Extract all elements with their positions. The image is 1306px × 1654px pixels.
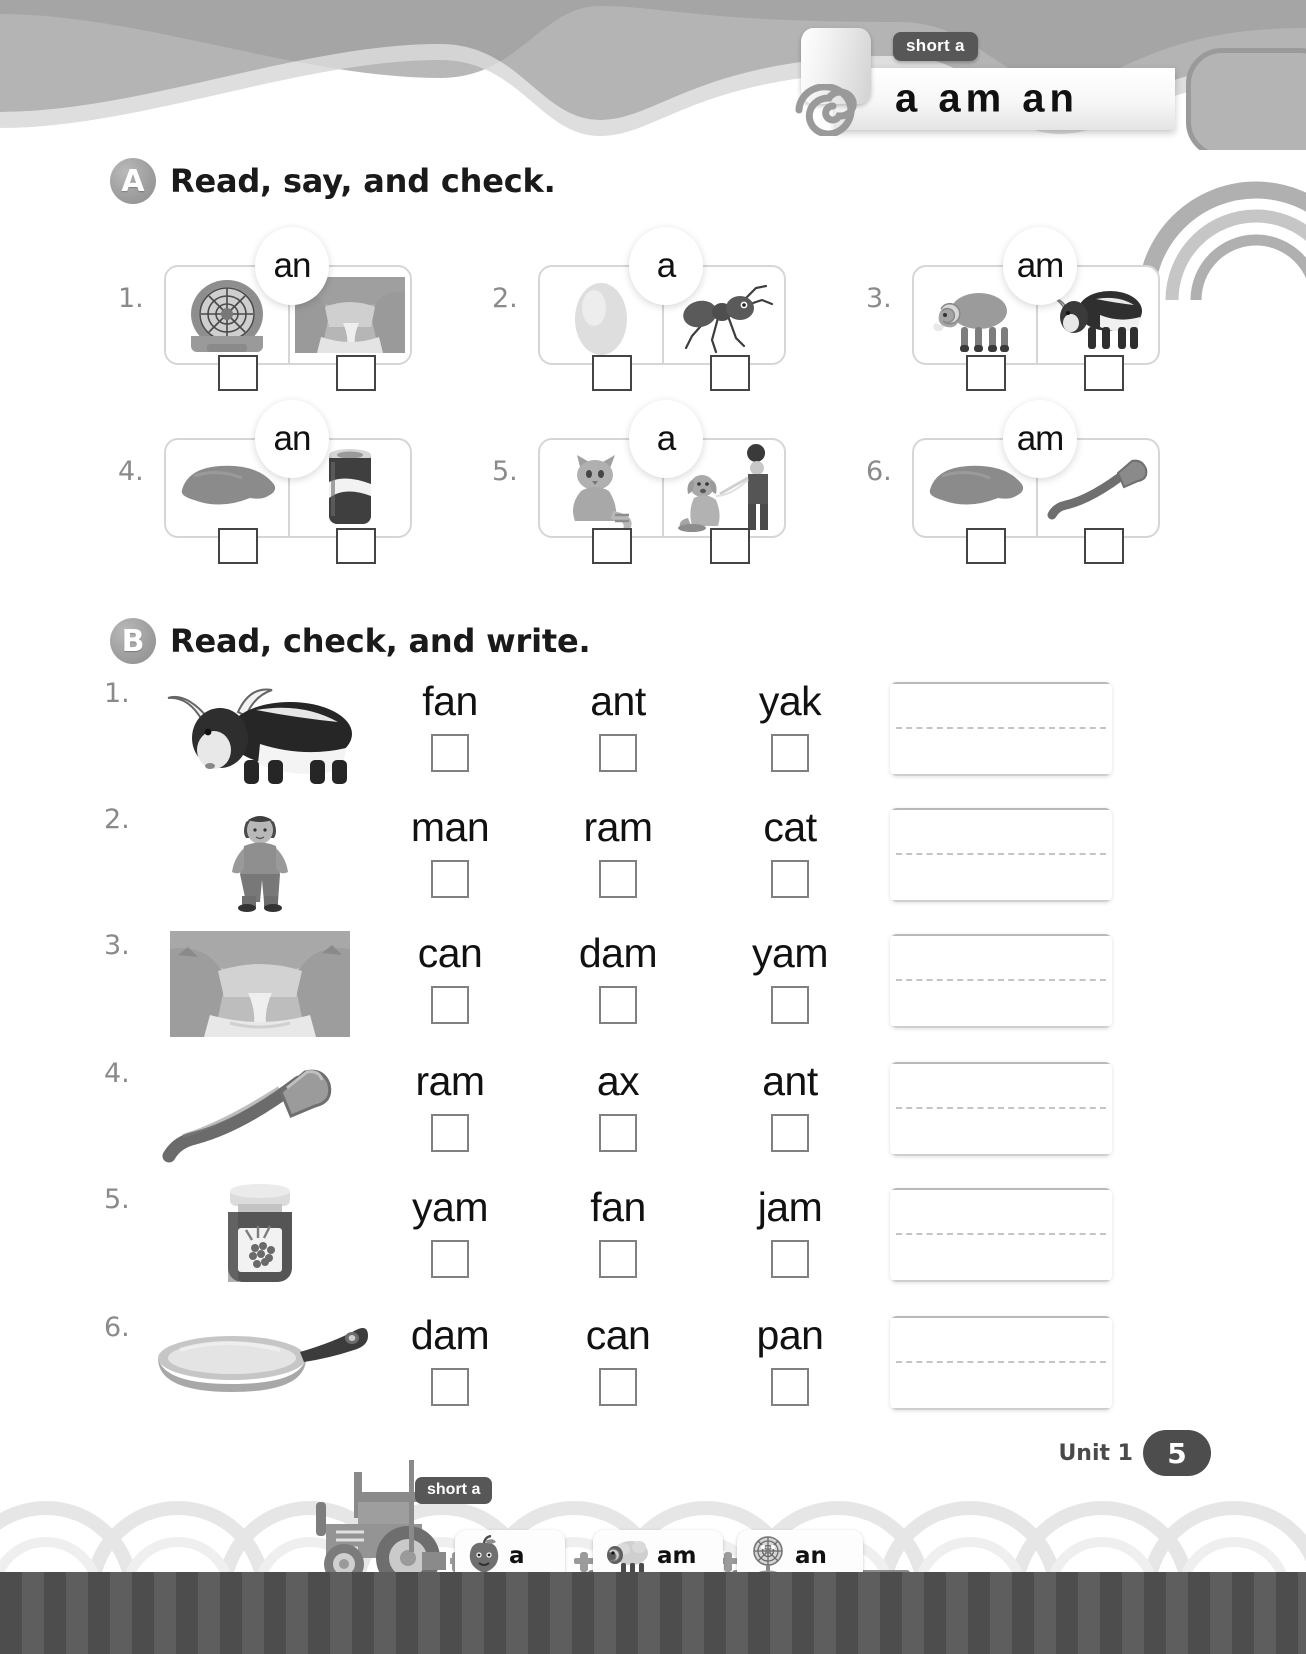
word-option-1[interactable]: ram	[415, 1058, 485, 1104]
row-picture	[150, 1062, 360, 1166]
line-bottom	[890, 1280, 1112, 1282]
scroll-roll-decoration	[795, 28, 877, 136]
ram-image	[601, 1535, 653, 1577]
word-checkbox-3[interactable]	[771, 1240, 809, 1278]
row-number: 1.	[104, 678, 130, 709]
checkbox-left[interactable]	[218, 528, 258, 564]
word-option-2[interactable]: ram	[583, 804, 653, 850]
writing-line[interactable]	[890, 1188, 1112, 1282]
row-picture	[160, 804, 360, 912]
section-a-title: Read, say, and check.	[170, 162, 556, 200]
sound-bubble: a	[629, 400, 703, 478]
item-number: 1.	[118, 283, 144, 314]
line-middle-dashed	[896, 727, 1106, 729]
line-top	[890, 1316, 1112, 1318]
unit-label: Unit 1	[1058, 1440, 1133, 1466]
word-option-2[interactable]: dam	[578, 930, 658, 976]
line-top	[890, 934, 1112, 936]
checkbox-right[interactable]	[1084, 528, 1124, 564]
word-option-3[interactable]: pan	[756, 1312, 824, 1358]
word-option-3[interactable]: jam	[757, 1184, 823, 1230]
word-checkbox-1[interactable]	[431, 734, 469, 772]
word-option-2[interactable]: can	[585, 1312, 651, 1358]
row-number: 2.	[104, 804, 130, 835]
word-option-2[interactable]: ax	[596, 1058, 640, 1104]
item-number: 4.	[118, 456, 144, 487]
writing-line[interactable]	[890, 1062, 1112, 1156]
row-number: 6.	[104, 1312, 130, 1343]
cart-label-1: a	[509, 1543, 525, 1569]
word-option-2[interactable]: ant	[590, 678, 646, 724]
word-option-1[interactable]: dam	[410, 1312, 490, 1358]
yam-image	[174, 458, 280, 518]
row-picture	[150, 1320, 370, 1420]
writing-line[interactable]	[890, 808, 1112, 902]
word-checkbox-3[interactable]	[771, 860, 809, 898]
line-bottom	[890, 1026, 1112, 1028]
section-b-heading	[110, 618, 590, 664]
banner-right-arcs-icon	[1136, 120, 1306, 300]
short-a-chip: short a	[893, 32, 978, 61]
line-top	[890, 1062, 1112, 1064]
line-middle-dashed	[896, 1361, 1106, 1363]
footer-stripes-decoration	[0, 1572, 1306, 1654]
word-checkbox-1[interactable]	[431, 860, 469, 898]
cart-label-3: an	[795, 1543, 827, 1569]
ax-image	[155, 1062, 355, 1166]
section-a-badge: A	[110, 158, 156, 204]
item-number: 3.	[866, 283, 892, 314]
flag-pole-icon	[407, 1460, 417, 1552]
checkbox-left[interactable]	[592, 528, 632, 564]
word-option-1[interactable]: fan	[422, 678, 478, 724]
footer-flag-chip: short a	[415, 1477, 492, 1504]
word-checkbox-2[interactable]	[599, 1368, 637, 1406]
word-checkbox-2[interactable]	[599, 986, 637, 1024]
jam-image	[200, 1182, 320, 1294]
line-top	[890, 1188, 1112, 1190]
section-a-heading	[110, 158, 556, 204]
word-checkbox-3[interactable]	[771, 1114, 809, 1152]
row-number: 4.	[104, 1058, 130, 1089]
item-number: 5.	[492, 456, 518, 487]
yam-image	[922, 458, 1028, 518]
writing-line[interactable]	[890, 934, 1112, 1028]
writing-line[interactable]	[890, 682, 1112, 776]
item-number: 6.	[866, 456, 892, 487]
dam-image	[170, 931, 350, 1037]
row-picture	[160, 930, 360, 1038]
line-middle-dashed	[896, 1233, 1106, 1235]
sound-bubble: am	[1003, 400, 1077, 478]
checkbox-right[interactable]	[710, 355, 750, 391]
word-checkbox-2[interactable]	[599, 860, 637, 898]
section-b-title: Read, check, and write.	[170, 622, 591, 660]
sound-bubble: an	[255, 227, 329, 305]
row-number: 3.	[104, 930, 130, 961]
word-checkbox-1[interactable]	[431, 1114, 469, 1152]
row-picture	[160, 682, 360, 786]
line-middle-dashed	[896, 1107, 1106, 1109]
sound-bubble: am	[1003, 227, 1077, 305]
writing-line[interactable]	[890, 1316, 1112, 1410]
word-option-3[interactable]: yam	[752, 930, 828, 976]
header-title-tab	[835, 68, 1175, 130]
word-option-1[interactable]: can	[417, 930, 483, 976]
checkbox-left[interactable]	[966, 355, 1006, 391]
word-checkbox-3[interactable]	[771, 1368, 809, 1406]
cart-label-2: am	[657, 1543, 697, 1569]
pan-image	[150, 1322, 370, 1418]
word-option-3[interactable]: yak	[758, 678, 822, 724]
checkbox-right[interactable]	[336, 355, 376, 391]
section-b-badge: B	[110, 618, 156, 664]
word-checkbox-3[interactable]	[771, 986, 809, 1024]
line-middle-dashed	[896, 979, 1106, 981]
checkbox-right[interactable]	[336, 528, 376, 564]
line-bottom	[890, 900, 1112, 902]
word-checkbox-2[interactable]	[599, 734, 637, 772]
checkbox-left[interactable]	[592, 355, 632, 391]
word-option-1[interactable]: yam	[412, 1184, 488, 1230]
yak-image	[160, 682, 360, 786]
man-image	[160, 804, 360, 912]
can-image	[319, 446, 381, 530]
checkbox-left[interactable]	[966, 528, 1006, 564]
row-picture	[160, 1182, 360, 1294]
line-bottom	[890, 774, 1112, 776]
sound-bubble: a	[629, 227, 703, 305]
word-checkbox-1[interactable]	[431, 1240, 469, 1278]
spiral-icon	[795, 84, 879, 136]
word-checkbox-1[interactable]	[431, 1368, 469, 1406]
line-middle-dashed	[896, 853, 1106, 855]
word-option-3[interactable]: cat	[763, 804, 817, 850]
item-number: 2.	[492, 283, 518, 314]
checkbox-left[interactable]	[218, 355, 258, 391]
row-number: 5.	[104, 1184, 130, 1215]
header-title: a am an	[895, 76, 1079, 121]
word-option-2[interactable]: fan	[590, 1184, 646, 1230]
line-bottom	[890, 1154, 1112, 1156]
word-option-3[interactable]: ant	[762, 1058, 818, 1104]
page-number: 5	[1143, 1430, 1211, 1476]
egg-image	[566, 272, 636, 358]
word-checkbox-2[interactable]	[599, 1240, 637, 1278]
checkbox-right[interactable]	[1084, 355, 1124, 391]
word-option-1[interactable]: man	[410, 804, 490, 850]
sound-bubble: an	[255, 400, 329, 478]
line-bottom	[890, 1408, 1112, 1410]
apple-image	[463, 1535, 505, 1577]
word-checkbox-2[interactable]	[599, 1114, 637, 1152]
word-checkbox-3[interactable]	[771, 734, 809, 772]
line-top	[890, 808, 1112, 810]
line-top	[890, 682, 1112, 684]
unit-page-badge	[1058, 1430, 1211, 1476]
checkbox-right[interactable]	[710, 528, 750, 564]
word-checkbox-1[interactable]	[431, 986, 469, 1024]
